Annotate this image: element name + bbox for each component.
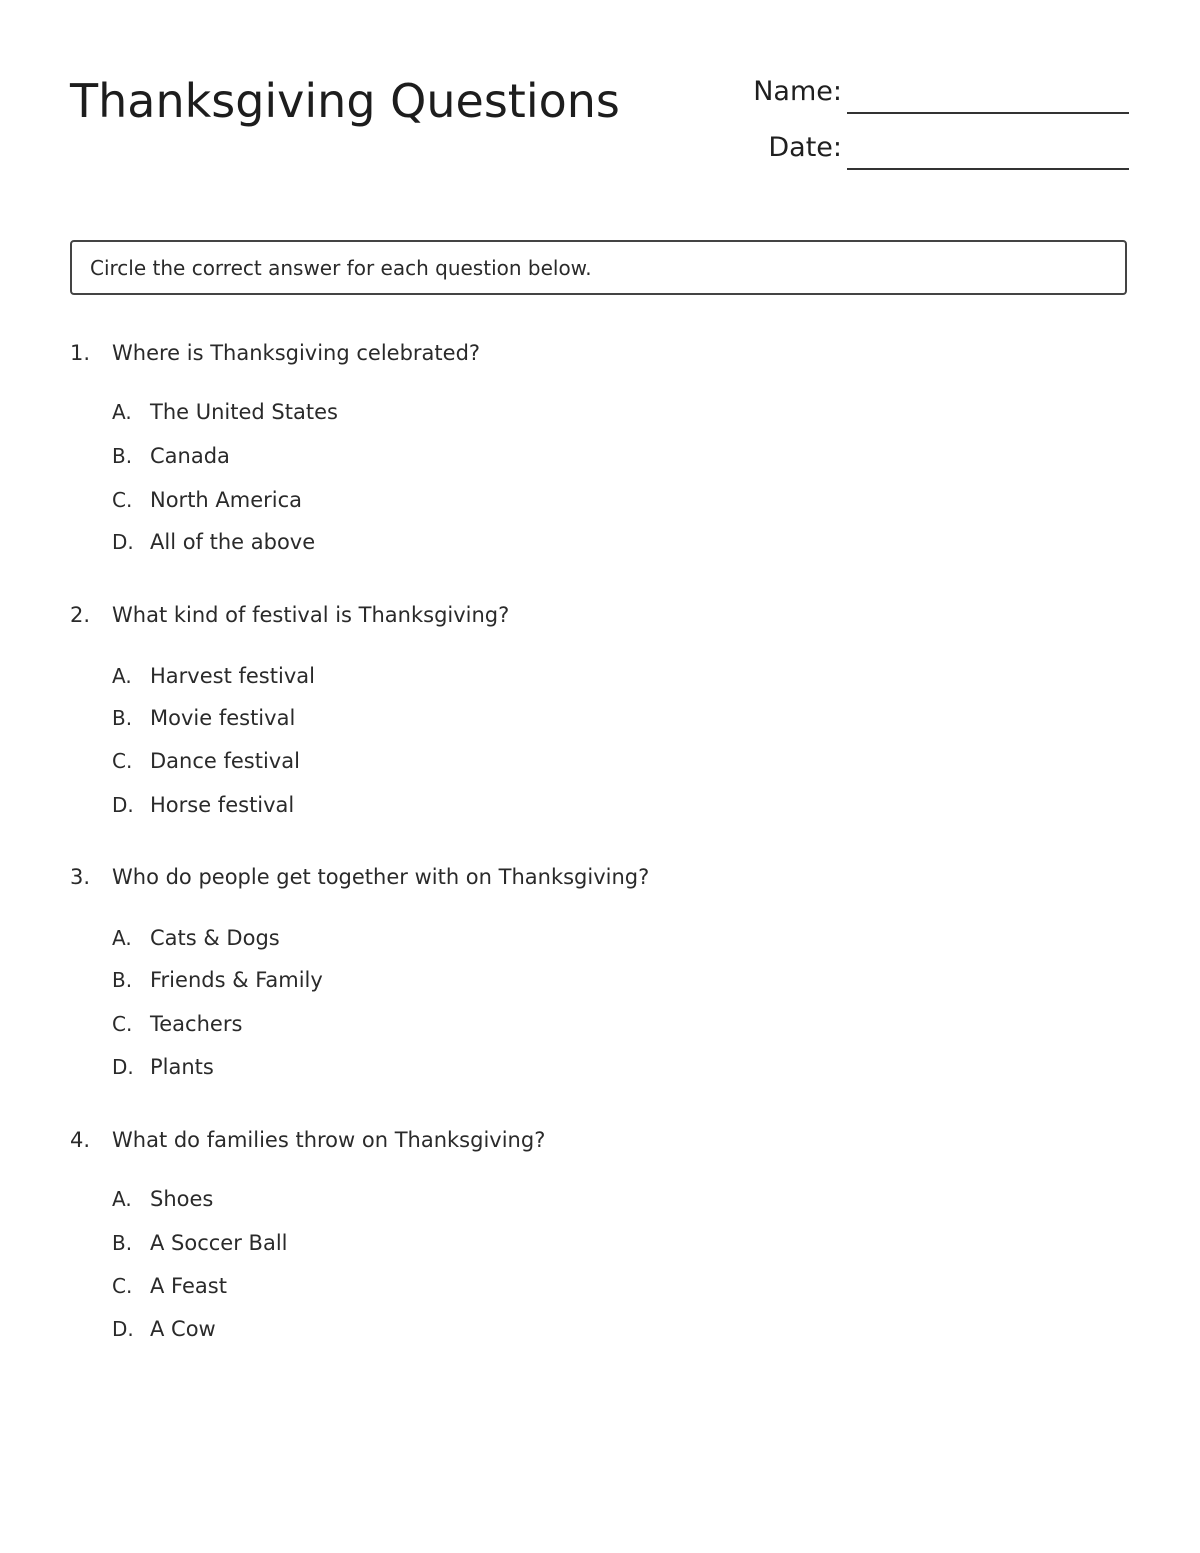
option-letter: A.: [112, 664, 132, 688]
option-text: A Soccer Ball: [150, 1231, 288, 1255]
option-letter: A.: [112, 400, 132, 424]
option-letter: C.: [112, 749, 133, 773]
name-field[interactable]: [740, 76, 1140, 116]
option-text: The United States: [150, 400, 338, 424]
option-letter: B.: [112, 706, 133, 730]
instructions-text: Circle the correct answer for each question below.: [90, 256, 592, 280]
question-number: 1.: [70, 341, 91, 365]
option-text: North America: [150, 488, 303, 512]
option-letter: A.: [112, 1187, 132, 1211]
option-text: Cats & Dogs: [150, 926, 280, 950]
question-text: What kind of festival is Thanksgiving?: [112, 603, 510, 627]
option-text: A Feast: [150, 1274, 227, 1298]
option-text: Shoes: [150, 1187, 214, 1211]
instructions-box: [70, 240, 1127, 295]
option-letter: C.: [112, 1274, 133, 1298]
option-letter: D.: [112, 1317, 134, 1341]
name-line[interactable]: [847, 112, 1129, 114]
option-letter: B.: [112, 968, 133, 992]
option-text: Teachers: [150, 1012, 243, 1036]
page-title: Thanksgiving Questions: [70, 74, 620, 128]
option-text: Dance festival: [150, 749, 300, 773]
option-letter: A.: [112, 926, 132, 950]
question-number: 4.: [70, 1128, 91, 1152]
option-letter: B.: [112, 444, 133, 468]
option-text: All of the above: [150, 530, 316, 554]
option-text: Canada: [150, 444, 230, 468]
option-letter: D.: [112, 530, 134, 554]
option-text: Harvest festival: [150, 664, 315, 688]
option-letter: D.: [112, 1055, 134, 1079]
name-label: Name:: [753, 76, 842, 107]
question-number: 3.: [70, 865, 91, 889]
question-text: Who do people get together with on Thanksgiving?: [112, 865, 650, 889]
date-field[interactable]: [740, 132, 1140, 172]
option-text: Horse festival: [150, 793, 295, 817]
option-text: Friends & Family: [150, 968, 323, 992]
option-letter: C.: [112, 488, 133, 512]
question-text: Where is Thanksgiving celebrated?: [112, 341, 481, 365]
option-text: Plants: [150, 1055, 214, 1079]
option-letter: D.: [112, 793, 134, 817]
date-label: Date:: [768, 132, 842, 163]
option-letter: C.: [112, 1012, 133, 1036]
date-line[interactable]: [847, 168, 1129, 170]
option-letter: B.: [112, 1231, 133, 1255]
question-text: What do families throw on Thanksgiving?: [112, 1128, 546, 1152]
option-text: Movie festival: [150, 706, 296, 730]
question-number: 2.: [70, 603, 91, 627]
option-text: A Cow: [150, 1317, 216, 1341]
